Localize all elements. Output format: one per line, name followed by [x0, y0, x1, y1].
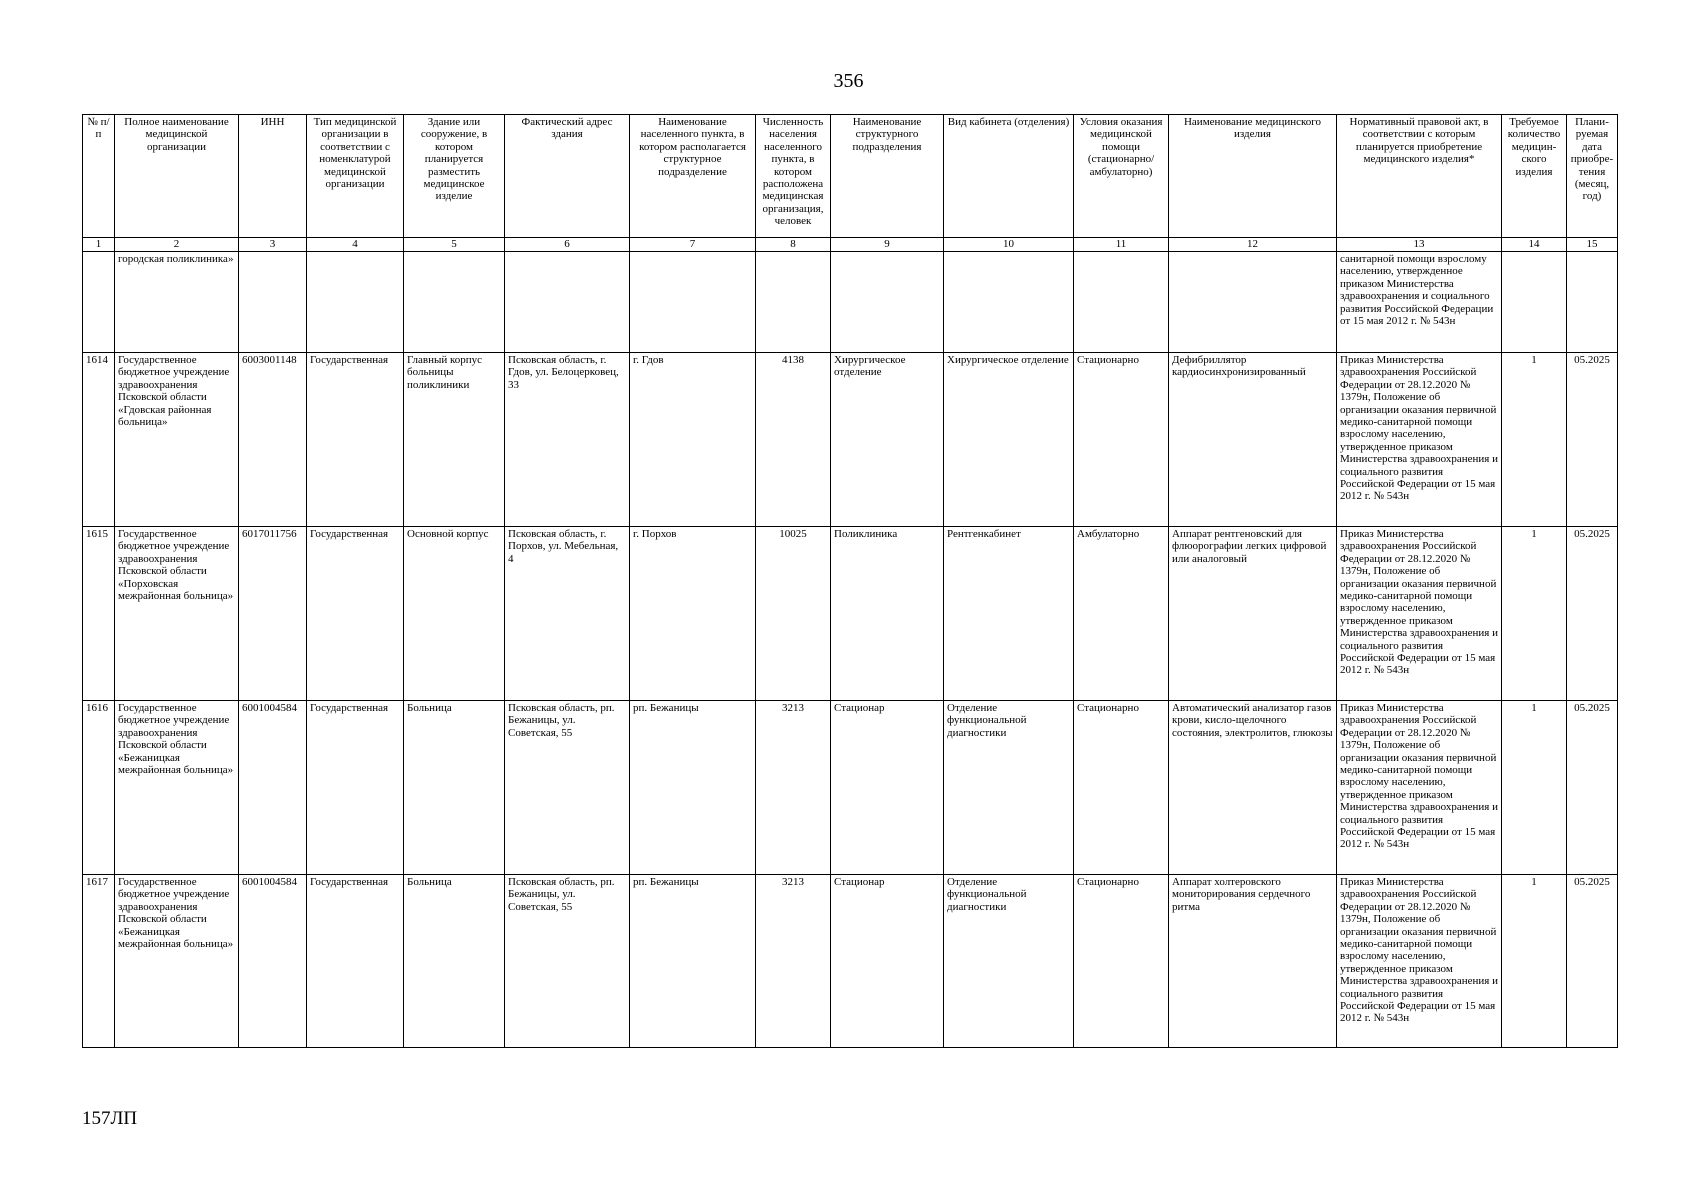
org-type-cell: Государственная — [307, 353, 404, 527]
settlement-cell: г. Гдов — [630, 353, 756, 527]
column-number: 1 — [83, 238, 115, 252]
organization-cell: городская поликлиника» — [115, 252, 239, 353]
address-cell: Псковская область, г. Гдов, ул. Белоцерковец, 33 — [505, 353, 630, 527]
organization-cell: Государственное бюджетное учреждение здравоохранения Псковской области «Порховская межрайонная больница» — [115, 527, 239, 701]
room-type-cell: Рентгенкабинет — [944, 527, 1074, 701]
device-cell: Автоматический анализатор газов крови, кисло-щелочного состояния, электролитов, глюкозы — [1169, 701, 1337, 875]
room-type-cell: Хирургическое отделение — [944, 353, 1074, 527]
medical-devices-table — [82, 114, 1618, 1048]
population-cell: 10025 — [756, 527, 831, 701]
quantity-cell: 1 — [1502, 701, 1567, 875]
org-type-cell: Государственная — [307, 701, 404, 875]
column-number: 14 — [1502, 238, 1567, 252]
building-cell: Больница — [404, 701, 505, 875]
quantity-cell: 1 — [1502, 353, 1567, 527]
column-number: 9 — [831, 238, 944, 252]
address-cell: Псковская область, рп. Бежаницы, ул. Советская, 55 — [505, 875, 630, 1048]
population-cell: 4138 — [756, 353, 831, 527]
document-code: 157ЛП — [82, 1108, 138, 1129]
conditions-cell: Амбулаторно — [1074, 527, 1169, 701]
address-cell: Псковская область, рп. Бежаницы, ул. Советская, 55 — [505, 701, 630, 875]
organization-cell: Государственное бюджетное учреждение здравоохранения Псковской области «Бежаницкая межрайонная больница» — [115, 701, 239, 875]
column-header: Вид кабинета (отделения) — [944, 115, 1074, 238]
organization-cell: Государственное бюджетное учреждение здравоохранения Псковской области «Бежаницкая межрайонная больница» — [115, 875, 239, 1048]
settlement-cell: рп. Бежаницы — [630, 701, 756, 875]
conditions-cell: Стационарно — [1074, 353, 1169, 527]
population-cell: 3213 — [756, 875, 831, 1048]
inn-cell: 6017011756 — [239, 527, 307, 701]
date-cell: 05.2025 — [1567, 875, 1618, 1048]
quantity-cell: 1 — [1502, 527, 1567, 701]
row-number-cell: 1615 — [83, 527, 115, 701]
column-number: 12 — [1169, 238, 1337, 252]
date-cell: 05.2025 — [1567, 527, 1618, 701]
column-number: 3 — [239, 238, 307, 252]
date-cell: 05.2025 — [1567, 701, 1618, 875]
unit-cell: Поликлиника — [831, 527, 944, 701]
unit-cell: Хирургическое отделение — [831, 353, 944, 527]
column-header: Плани-руемая дата приобре-тения (месяц, год) — [1567, 115, 1618, 238]
column-number: 2 — [115, 238, 239, 252]
continuation-row — [83, 252, 1618, 353]
population-cell: 3213 — [756, 701, 831, 875]
device-cell: Дефибриллятор кардиосинхронизированный — [1169, 353, 1337, 527]
column-number: 10 — [944, 238, 1074, 252]
page-number: 356 — [833, 70, 864, 92]
row-number-cell: 1614 — [83, 353, 115, 527]
conditions-cell: Стационарно — [1074, 701, 1169, 875]
row-number-cell: 1617 — [83, 875, 115, 1048]
building-cell: Основной корпус — [404, 527, 505, 701]
column-number: 8 — [756, 238, 831, 252]
column-number-row — [83, 238, 1618, 252]
unit-cell: Стационар — [831, 875, 944, 1048]
column-header: Здание или сооружение, в котором планируется разместить медицинское изделие — [404, 115, 505, 238]
address-cell: Псковская область, г. Порхов, ул. Мебельная, 4 — [505, 527, 630, 701]
column-header: Наименование структурного подразделения — [831, 115, 944, 238]
room-type-cell: Отделение функциональной диагностики — [944, 701, 1074, 875]
building-cell: Главный корпус больницы поликлиники — [404, 353, 505, 527]
device-cell: Аппарат холтеровского мониторирования сердечного ритма — [1169, 875, 1337, 1048]
settlement-cell: г. Порхов — [630, 527, 756, 701]
table-header-row — [83, 115, 1618, 238]
table-row — [83, 353, 1618, 527]
column-header: Наименование населенного пункта, в котором располагается структурное подразделение — [630, 115, 756, 238]
column-number: 6 — [505, 238, 630, 252]
unit-cell: Стационар — [831, 701, 944, 875]
legal-act-cell: Приказ Министерства здравоохранения Российской Федерации от 28.12.2020 № 1379н, Положение об организации оказания первичной медико-санитарной помощи взрослому населению, утвержденное приказом Министерства здравоохранения и социального развития Российской Федерации от 15 мая 2012 г. № 543н — [1337, 527, 1502, 701]
quantity-cell: 1 — [1502, 875, 1567, 1048]
legal-act-cell: Приказ Министерства здравоохранения Российской Федерации от 28.12.2020 № 1379н, Положение об организации оказания первичной медико-санитарной помощи взрослому населению, утвержденное приказом Министерства здравоохранения и социального развития Российской Федерации от 15 мая 2012 г. № 543н — [1337, 701, 1502, 875]
org-type-cell: Государственная — [307, 875, 404, 1048]
column-number: 15 — [1567, 238, 1618, 252]
inn-cell: 6001004584 — [239, 701, 307, 875]
table-row — [83, 701, 1618, 875]
column-header: Полное наименование медицинской организации — [115, 115, 239, 238]
conditions-cell: Стационарно — [1074, 875, 1169, 1048]
legal-act-cell: санитарной помощи взрослому населению, утвержденное приказом Министерства здравоохранения и социального развития Российской Федерации от 15 мая 2012 г. № 543н — [1337, 252, 1502, 353]
legal-act-cell: Приказ Министерства здравоохранения Российской Федерации от 28.12.2020 № 1379н, Положение об организации оказания первичной медико-санитарной помощи взрослому населению, утвержденное приказом Министерства здравоохранения и социального развития Российской Федерации от 15 мая 2012 г. № 543н — [1337, 353, 1502, 527]
building-cell: Больница — [404, 875, 505, 1048]
inn-cell: 6001004584 — [239, 875, 307, 1048]
table-row — [83, 527, 1618, 701]
column-number: 7 — [630, 238, 756, 252]
row-number-cell: 1616 — [83, 701, 115, 875]
column-header: Фактический адрес здания — [505, 115, 630, 238]
column-header: ИНН — [239, 115, 307, 238]
device-cell: Аппарат рентгеновский для флюорографии легких цифровой или аналоговый — [1169, 527, 1337, 701]
column-number: 13 — [1337, 238, 1502, 252]
organization-cell: Государственное бюджетное учреждение здравоохранения Псковской области «Гдовская районная больница» — [115, 353, 239, 527]
column-number: 4 — [307, 238, 404, 252]
org-type-cell: Государственная — [307, 527, 404, 701]
inn-cell: 6003001148 — [239, 353, 307, 527]
column-header: Требуемое количество медицин-ского изделия — [1502, 115, 1567, 238]
column-number: 5 — [404, 238, 505, 252]
table-row — [83, 875, 1618, 1048]
legal-act-cell: Приказ Министерства здравоохранения Российской Федерации от 28.12.2020 № 1379н, Положение об организации оказания первичной медико-санитарной помощи взрослому населению, утвержденное приказом Министерства здравоохранения и социального развития Российской Федерации от 15 мая 2012 г. № 543н — [1337, 875, 1502, 1048]
column-header: Численность населения населенного пункта, в котором расположена медицинская организация, человек — [756, 115, 831, 238]
column-header: № п/п — [83, 115, 115, 238]
column-header: Наименование медицинского изделия — [1169, 115, 1337, 238]
column-number: 11 — [1074, 238, 1169, 252]
column-header: Тип медицинской организации в соответствии с номенклатурой медицинской организации — [307, 115, 404, 238]
date-cell: 05.2025 — [1567, 353, 1618, 527]
column-header: Нормативный правовой акт, в соответствии с которым планируется приобретение медицинского изделия* — [1337, 115, 1502, 238]
room-type-cell: Отделение функциональной диагностики — [944, 875, 1074, 1048]
column-header: Условия оказания медицинской помощи (стационарно/ амбулаторно) — [1074, 115, 1169, 238]
settlement-cell: рп. Бежаницы — [630, 875, 756, 1048]
